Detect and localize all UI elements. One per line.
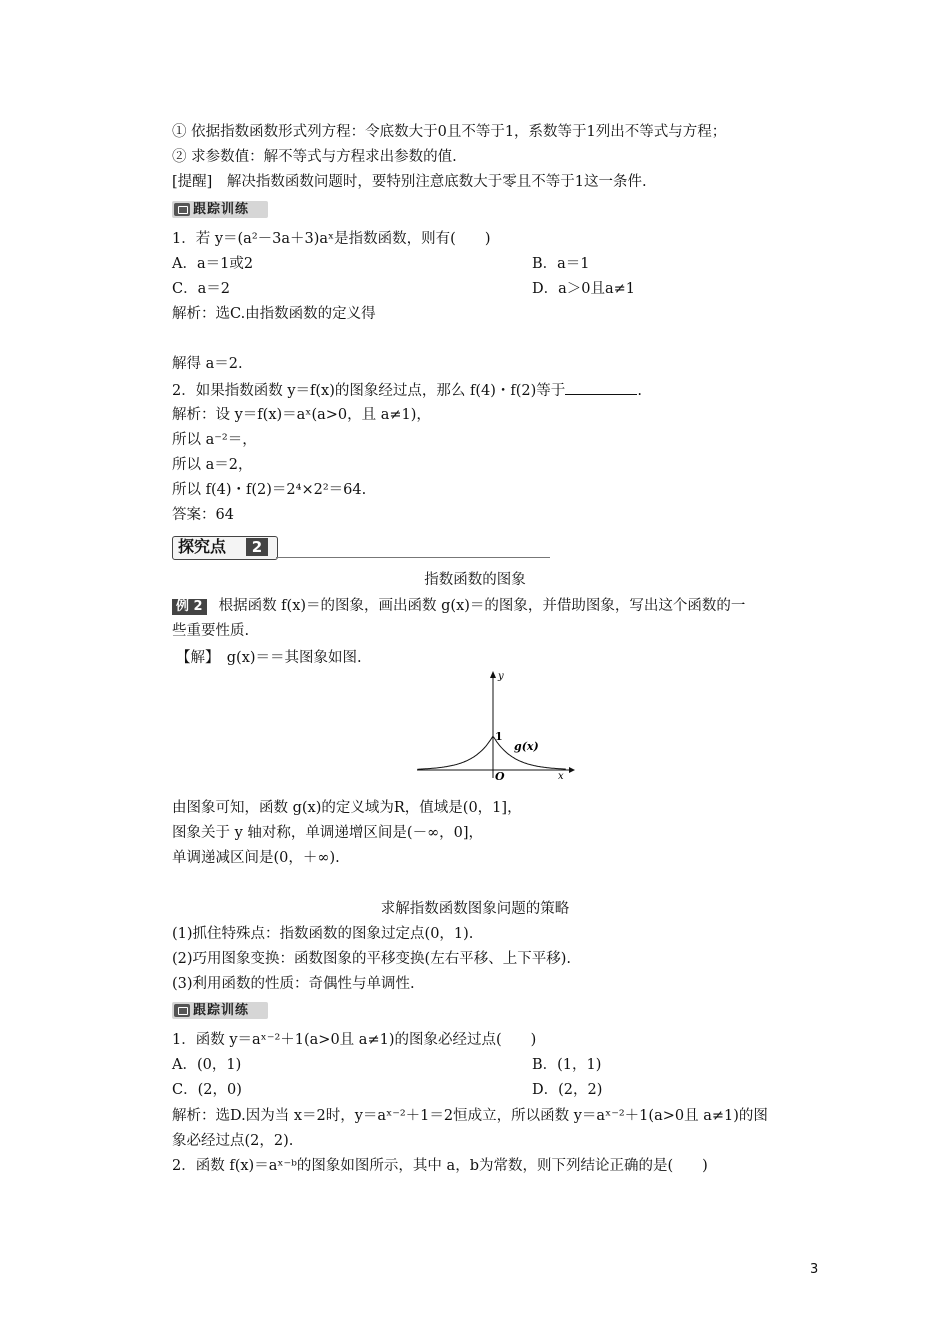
section-title: 指数函数的图象 bbox=[424, 572, 526, 588]
curve-label: g(x) bbox=[514, 740, 539, 753]
clipboard-icon bbox=[174, 203, 190, 216]
answer-blank bbox=[565, 380, 637, 395]
analysis-line: 解析：设 y＝f(x)＝aˣ(a>0，且 a≠1)， bbox=[172, 407, 431, 423]
g-curve bbox=[417, 737, 565, 770]
clipboard-icon bbox=[174, 1004, 190, 1017]
option-b: B．(1，1) bbox=[532, 1057, 602, 1073]
question-1-result: 解得 a＝2. bbox=[172, 356, 243, 372]
y-axis-arrow bbox=[490, 671, 496, 678]
analysis-line: 所以 a＝2， bbox=[172, 457, 253, 473]
strategy-item: (1)抓住特殊点：指数函数的图象过定点(0，1). bbox=[172, 926, 474, 942]
option-a: A．a＝1或2 bbox=[172, 256, 254, 272]
analysis-line: 所以 a⁻²＝， bbox=[172, 432, 257, 448]
option-d: D．a＞0且a≠1 bbox=[532, 281, 636, 297]
section-header: 探究点 2 bbox=[172, 536, 550, 560]
solution-line: 【解】 g(x)＝＝其图象如图. bbox=[176, 650, 362, 666]
conclusion-line: 单调递减区间是(0，＋∞). bbox=[172, 850, 340, 866]
question-3-analysis: 解析：选D.因为当 x＝2时，y＝aˣ⁻²＋1＝2恒成立，所以函数 y＝aˣ⁻²＋1(a>0且 a≠1)的图 bbox=[172, 1108, 768, 1124]
function-graph bbox=[415, 668, 575, 780]
method-step-2: ② 求参数值：解不等式与方程求出参数的值. bbox=[172, 149, 457, 165]
question-3-analysis: 象必经过点(2，2). bbox=[172, 1133, 294, 1149]
option-c: C．a＝2 bbox=[172, 281, 230, 297]
y-label: y bbox=[498, 671, 504, 682]
question-4-stem: 2．函数 f(x)＝aˣ⁻ᵇ的图象如图所示，其中 a，b为常数，则下列结论正确的是( ) bbox=[172, 1158, 708, 1174]
one-label: 1 bbox=[495, 730, 503, 743]
answer-line: 答案：64 bbox=[172, 507, 234, 523]
method-tip: [提醒] 解决指数函数问题时，要特别注意底数大于零且不等于1这一条件. bbox=[172, 174, 647, 190]
example-tag: 例 2 bbox=[172, 599, 207, 615]
option-d: D．(2，2) bbox=[532, 1082, 603, 1098]
method-step-1: ① 依据指数函数形式列方程：令底数大于0且不等于1，系数等于1列出不等式与方程； bbox=[172, 124, 727, 140]
option-a: A．(0，1) bbox=[172, 1057, 242, 1073]
strategy-item: (2)巧用图象变换：函数图象的平移变换(左右平移、上下平移). bbox=[172, 951, 571, 967]
conclusion-line: 图象关于 y 轴对称，单调递增区间是(－∞，0]， bbox=[172, 825, 484, 841]
question-2-stem: 2．如果指数函数 y＝f(x)的图象经过点，那么 f(4)・f(2)等于 . bbox=[172, 380, 642, 401]
strategy-item: (3)利用函数的性质：奇偶性与单调性. bbox=[172, 976, 415, 992]
option-b: B．a＝1 bbox=[532, 256, 590, 272]
x-axis-arrow bbox=[569, 767, 575, 773]
question-3-stem: 1．函数 y＝aˣ⁻²＋1(a>0且 a≠1)的图象必经过点( ) bbox=[172, 1032, 537, 1048]
training-badge: 跟踪训练 bbox=[172, 1002, 270, 1019]
origin-label: O bbox=[495, 770, 505, 780]
question-1-stem: 1．若 y＝(a²－3a＋3)aˣ是指数函数，则有( ) bbox=[172, 231, 491, 247]
question-1-analysis: 解析：选C.由指数函数的定义得 bbox=[172, 306, 376, 322]
example-line-1: 例 2 根据函数 f(x)＝的图象，画出函数 g(x)＝的图象，并借助图象，写出这个函数的一 bbox=[172, 596, 745, 616]
training-badge: 跟踪训练 bbox=[172, 201, 270, 218]
option-c: C．(2，0) bbox=[172, 1082, 242, 1098]
analysis-line: 所以 f(4)・f(2)＝2⁴×2²＝64. bbox=[172, 482, 367, 498]
example-line-2: 些重要性质. bbox=[172, 623, 250, 639]
x-label: x bbox=[558, 771, 564, 780]
page-number: 3 bbox=[810, 1262, 819, 1277]
conclusion-line: 由图象可知，函数 g(x)的定义域为R，值域是(0，1]， bbox=[172, 800, 522, 816]
strategy-title: 求解指数函数图象问题的策略 bbox=[380, 901, 570, 917]
